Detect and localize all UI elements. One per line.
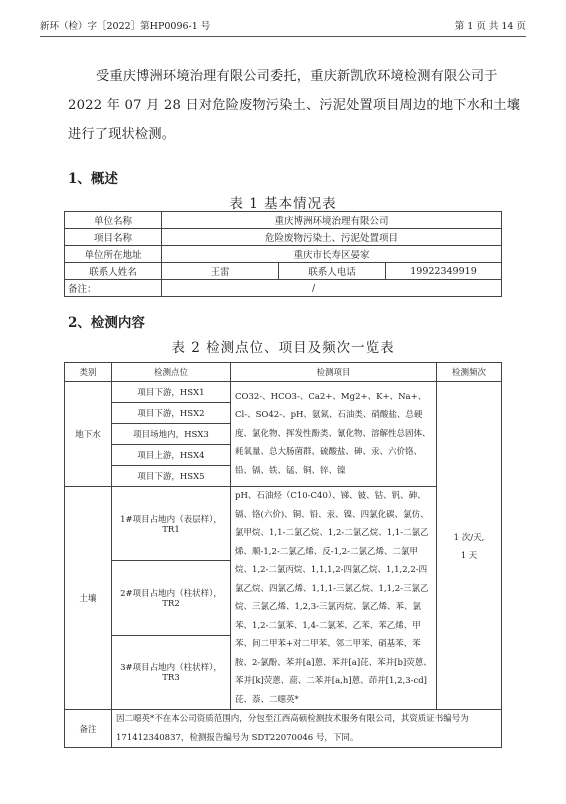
phone-label: 联系人电话 bbox=[279, 263, 386, 280]
table-header-row bbox=[65, 363, 502, 382]
table-row bbox=[65, 263, 502, 280]
table2-caption: 表 2 检测点位、项目及频次一览表 bbox=[171, 340, 395, 356]
point-hsx1: 项目下游，HSX1 bbox=[112, 382, 231, 403]
header-frequency: 检测频次 bbox=[437, 363, 502, 382]
header-category: 类别 bbox=[65, 363, 112, 382]
header-items: 检测项目 bbox=[231, 363, 437, 382]
frequency-line1: 1 次/天, bbox=[453, 532, 485, 543]
table-row bbox=[65, 246, 502, 263]
row-value: 重庆博洲环境治理有限公司 bbox=[162, 212, 502, 229]
table1-caption: 表 1 基本情况表 bbox=[229, 196, 337, 212]
point-tr1: 1#项目占地内（表层样），TR1 bbox=[112, 487, 231, 561]
table-row bbox=[65, 212, 502, 229]
row-label: 项目名称 bbox=[65, 229, 162, 246]
groundwater-items: CO32-、HCO3-、Ca2+、Mg2+、K+、Na+、Cl-、SO42-、pH、氨氮、石油类、硝酸盐、总硬度、氯化物、挥发性酚类、氰化物、溶解性总固体、耗氧量、总大肠菌群、硫酸盐、砷、汞、六价铬、铅、镉、铁、锰、铜、锌、镍 bbox=[231, 382, 437, 487]
remark-value: / bbox=[162, 280, 502, 297]
table-row bbox=[65, 229, 502, 246]
point-hsx2: 项目下游，HSX2 bbox=[112, 403, 231, 424]
table-row bbox=[65, 280, 502, 297]
row-label: 单位名称 bbox=[65, 212, 162, 229]
remark-text: 因二噁英*不在本公司资质范围内，分包至江西高硕检测技术服务有限公司，其资质证书编号为171412340837，检测报告编号为 SDT22070046 号，下同。 bbox=[112, 710, 502, 748]
frequency-line2: 1 天 bbox=[460, 550, 478, 561]
remark-label: 备注： bbox=[65, 280, 162, 297]
row-value: 重庆市长寿区晏家 bbox=[162, 246, 502, 263]
phone-value: 19922349919 bbox=[386, 263, 502, 280]
page-header bbox=[40, 14, 526, 37]
soil-items: pH、石油烃（C10-C40）、锑、铍、钴、钒、砷、镉、铬(六价)、铜、铅、汞、镍、四氯化碳、氯仿、氯甲烷、1,1-二氯乙烷、1,2-二氯乙烷、1,1-二氯乙烯、顺-1,2-二氯乙烯、反-1,2-二氯乙烯、二氯甲烷、1,2-二氯丙烷、1,1,1,2-四氯乙烷、1,1,2,2-四氯乙烷、四氯乙烯、1,1,1-三氯乙烷、1,1,2-三氯乙烷、三氯乙烯、1,2,3-三氯丙烷、氯乙烯、苯、氯苯、1,2-二氯苯、1,4-二氯苯、乙苯、苯乙烯、甲苯、间二甲苯+对二甲苯、邻二甲苯、硝基苯、苯胺、2-氯酚、苯并[a]蒽、苯并[a]芘、苯并[b]荧蒽、苯并[k]荧蒽、䓛、二苯并[a,h]蒽、茚并[1,2,3-cd]芘、萘、二噁英* bbox=[231, 487, 437, 710]
row-value: 危险废物污染土、污泥处置项目 bbox=[162, 229, 502, 246]
contact-label: 联系人姓名 bbox=[65, 263, 162, 280]
table-row bbox=[65, 710, 502, 748]
page-number: 第 1 页 共 14 页 bbox=[454, 21, 526, 32]
contact-name: 王雷 bbox=[162, 263, 279, 280]
row-label: 单位所在地址 bbox=[65, 246, 162, 263]
table-row bbox=[65, 382, 502, 403]
point-tr2: 2#项目占地内（柱状样），TR2 bbox=[112, 561, 231, 635]
header-point: 检测点位 bbox=[112, 363, 231, 382]
frequency-cell bbox=[437, 382, 502, 710]
report-number: 新环（检）字［2022］第HP0096-1 号 bbox=[40, 21, 211, 32]
point-hsx4: 项目上游，HSX4 bbox=[112, 445, 231, 466]
section-heading-overview: 1、概述 bbox=[68, 171, 118, 187]
point-tr3: 3#项目占地内（柱状样），TR3 bbox=[112, 635, 231, 709]
point-hsx5: 项目下游，HSX5 bbox=[112, 466, 231, 487]
detection-table bbox=[64, 362, 502, 748]
category-groundwater: 地下水 bbox=[65, 382, 112, 487]
basic-info-table bbox=[64, 211, 502, 297]
table-row bbox=[65, 487, 502, 561]
section-heading-content: 2、检测内容 bbox=[68, 315, 145, 331]
category-soil: 土壤 bbox=[65, 487, 112, 710]
remark-label: 备注 bbox=[65, 710, 112, 748]
intro-paragraph: 受重庆博洲环境治理有限公司委托，重庆新凯欣环境检测有限公司于2022 年 07 月 28 日对危险废物污染土、污泥处置项目周边的地下水和土壤进行了现状检测。 bbox=[68, 69, 521, 142]
point-hsx3: 项目场地内，HSX3 bbox=[112, 424, 231, 445]
